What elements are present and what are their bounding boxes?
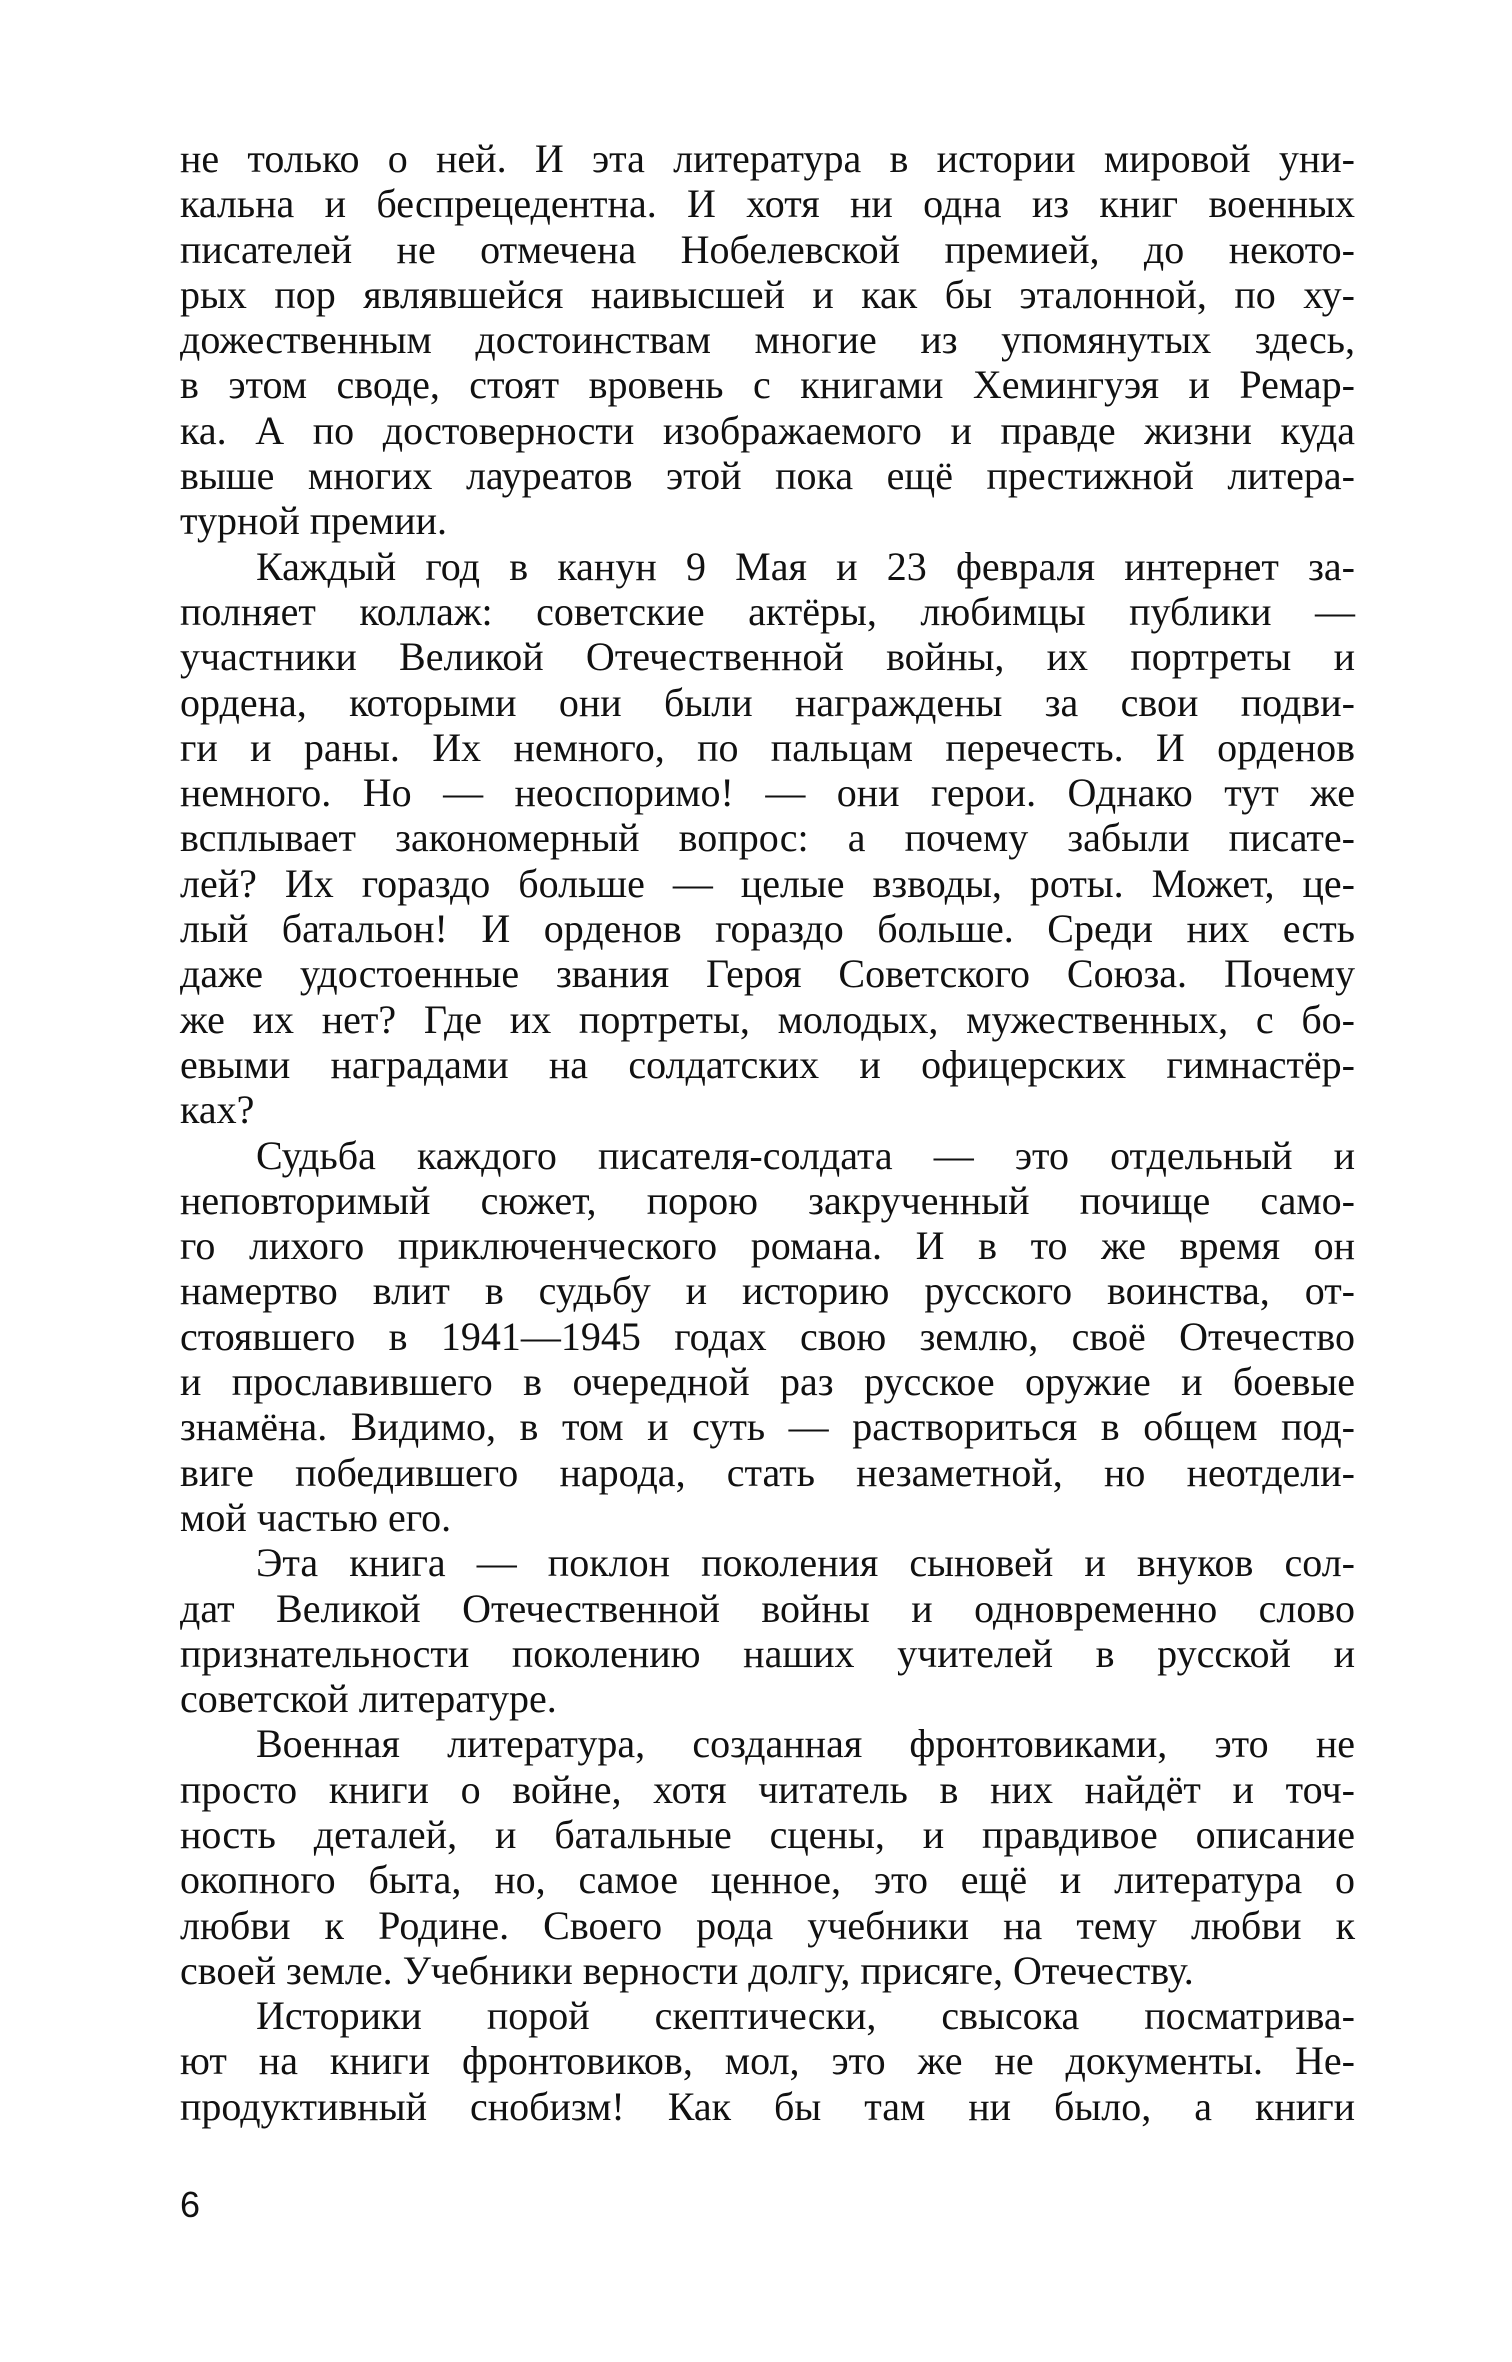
text-line: го лихого приключенческого романа. И в то же время он [180,1223,1355,1269]
text-line: намертво влит в судьбу и историю русского воинства, от- [180,1268,1355,1314]
text-line: виге победившего народа, стать незаметной, но неотдели- [180,1449,1355,1495]
text-line: дожественным достоинствам многие из упомянутых здесь, [180,317,1355,363]
text-line: не только о ней. И эта литература в истории мировой уни- [180,136,1355,181]
text-line: Военная литература, созданная фронтовиками, это не [256,1721,1355,1767]
text-line: участники Великой Отечественной войны, их портреты и [180,634,1355,680]
text-line: дат Великой Отечественной войны и одновременно слово [180,1585,1355,1631]
text-line: окопного быта, но, самое ценное, это ещё и литература о [180,1857,1355,1903]
text-line: ги и раны. Их немного, по пальцам перечесть. И орденов [180,724,1355,770]
text-line: лый батальон! И орденов гораздо больше. Среди них есть [180,906,1355,952]
text-line: знамёна. Видимо, в том и суть — раствориться в общем под- [180,1404,1355,1450]
text-line: просто книги о войне, хотя читатель в них найдёт и точ- [180,1766,1355,1812]
text-line: евыми наградами на солдатских и офицерских гимнастёр- [180,1041,1355,1087]
text-line: стоявшего в 1941—1945 годах свою землю, своё Отечество [180,1313,1355,1359]
paragraph [180,1133,1355,1541]
text-line: же их нет? Где их портреты, молодых, мужественных, с бо- [180,996,1355,1042]
text-line: всплывает закономерный вопрос: а почему забыли писате- [180,815,1355,861]
text-line: даже удостоенные звания Героя Советского Союза. Почему [180,951,1355,997]
text-line: Историки порой скептически, свысока посматрива- [256,1993,1355,2039]
text-line: Судьба каждого писателя-солдата — это отдельный и [256,1132,1355,1178]
body-text [180,136,1355,2129]
paragraph [180,544,1355,1133]
text-line: признательности поколению наших учителей в русской и [180,1630,1355,1676]
paragraph [180,1721,1355,1993]
text-line: Эта книга — поклон поколения сыновей и внуков сол- [256,1540,1355,1586]
text-line: и прославившего в очередной раз русское оружие и боевые [180,1359,1355,1405]
text-line: неповторимый сюжет, порою закрученный почище само- [180,1177,1355,1223]
text-line: ка. А по достоверности изображаемого и правде жизни куда [180,407,1355,453]
text-line: ках? [180,1087,255,1133]
text-line: мой частью его. [180,1494,452,1540]
text-line: ордена, которыми они были награждены за свои подви- [180,679,1355,725]
paragraph [180,136,1355,544]
text-line: писателей не отмечена Нобелевской премией, до некото- [180,226,1355,272]
text-line: рых пор являвшейся наивысшей и как бы эталонной, по ху- [180,271,1355,317]
paragraph [180,1993,1355,2129]
text-line: своей земле. Учебники верности долгу, присяге, Отечеству. [180,1947,1194,1993]
page-number: 6 [180,2184,201,2225]
text-line: лей? Их гораздо больше — целые взводы, роты. Может, це- [180,860,1355,906]
text-line: полняет коллаж: советские актёры, любимцы публики — [180,588,1355,634]
text-line: кальна и беспрецедентна. И хотя ни одна из книг военных [180,181,1355,227]
text-line: ность деталей, и батальные сцены, и правдивое описание [180,1811,1355,1857]
text-line: турной премии. [180,498,448,544]
text-line: любви к Родине. Своего рода учебники на тему любви к [180,1902,1355,1948]
text-line: продуктивный снобизм! Как бы там ни было, а книги [180,2083,1355,2129]
text-line: в этом своде, стоят вровень с книгами Хемингуэя и Ремар- [180,362,1355,408]
text-line: ют на книги фронтовиков, мол, это же не документы. Не- [180,2038,1355,2084]
text-line: советской литературе. [180,1676,557,1722]
text-line: Каждый год в канун 9 Мая и 23 февраля интернет за- [256,543,1355,589]
text-line: выше многих лауреатов этой пока ещё престижной литера- [180,453,1355,499]
text-line: немного. Но — неоспоримо! — они герои. Однако тут же [180,770,1355,816]
paragraph [180,1540,1355,1721]
